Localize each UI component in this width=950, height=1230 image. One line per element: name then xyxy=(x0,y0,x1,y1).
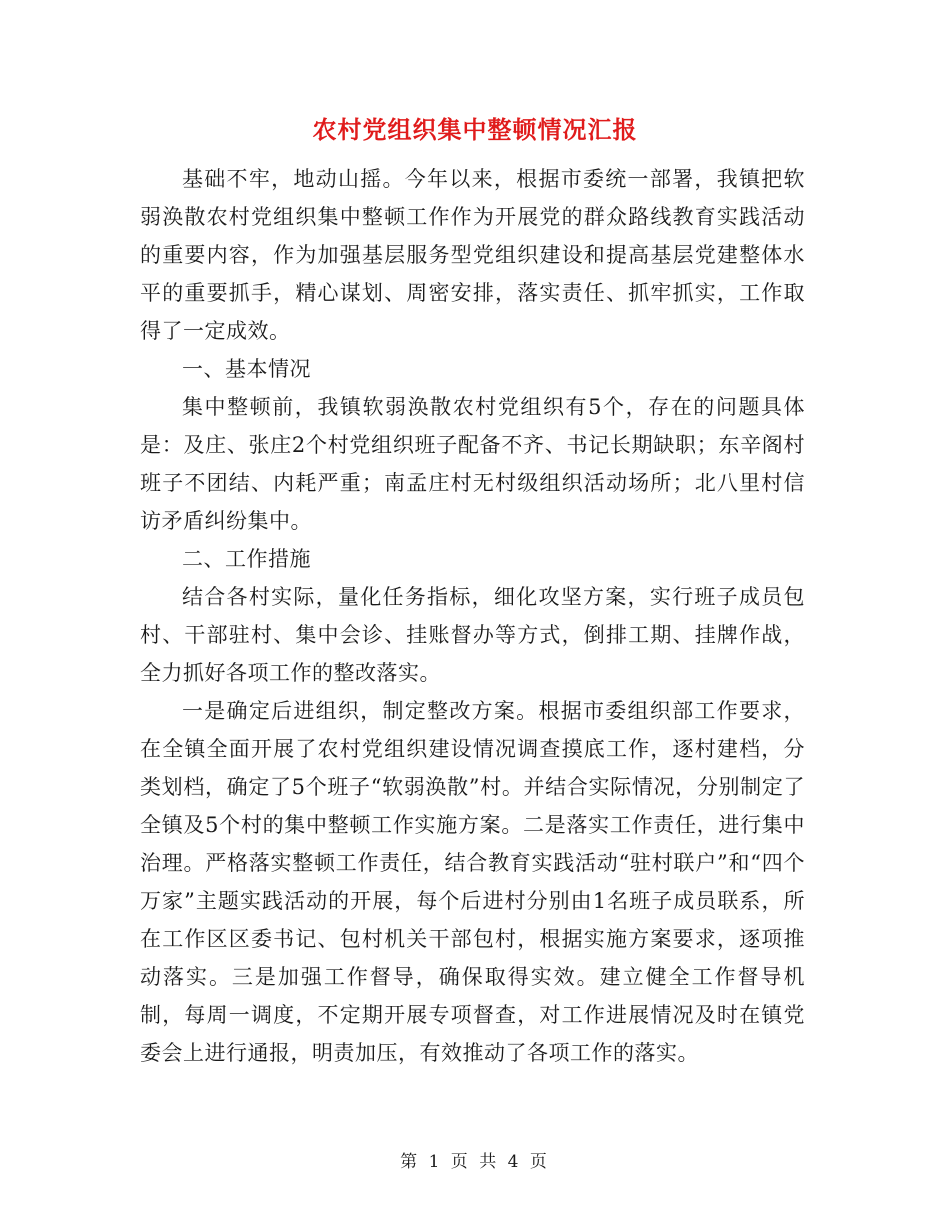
section-heading-measures: 二、工作措施 xyxy=(182,547,311,571)
paragraph-measures-detail: 一是确定后进组织，制定整改方案。根据市委组织部工作要求，在全镇全面开展了农村党组织建设情况调查摸底工作，逐村建档，分类划档，确定了5个班子“软弱涣散”村。并结合实际情况，分别制定了全镇及5个村的集中整顿工作实施方案。二是落实工作责任，进行集中治理。严格落实整顿工作责任，结合教育实践活动“驻村联户”和“四个万家”主题实践活动的开展，每个后进村分别由1名班子成员联系，所在工作区区委书记、包村机关干部包村，根据实施方案要求，逐项推动落实。三是加强工作督导，确保取得实效。建立健全工作督导机制，每周一调度，不定期开展专项督查，对工作进展情况及时在镇党委会上进行通报，明责加压，有效推动了各项工作的落实。 xyxy=(140,699,805,1065)
document-body xyxy=(140,160,805,1072)
paragraph-intro: 基础不牢，地动山摇。今年以来，根据市委统一部署，我镇把软弱涣散农村党组织集中整顿工作作为开展党的群众路线教育实践活动的重要内容，作为加强基层服务型党组织建设和提高基层党建整体水平的重要抓手，精心谋划、周密安排，落实责任、抓牢抓实，工作取得了一定成效。 xyxy=(140,167,805,343)
page-number-footer: 第 1 页 共 4 页 xyxy=(400,1152,550,1172)
document-title: 农村党组织集中整顿情况汇报 xyxy=(312,115,638,144)
paragraph-measures-summary: 结合各村实际，量化任务指标，细化攻坚方案，实行班子成员包村、干部驻村、集中会诊、挂账督办等方式，倒排工期、挂牌作战，全力抓好各项工作的整改落实。 xyxy=(140,585,805,685)
paragraph-basic-situation: 集中整顿前，我镇软弱涣散农村党组织有5个，存在的问题具体是：及庄、张庄2个村党组织班子配备不齐、书记长期缺职；东辛阁村班子不团结、内耗严重；南孟庄村无村级组织活动场所；北八里村信访矛盾纠纷集中。 xyxy=(140,395,805,533)
section-heading-basic-situation: 一、基本情况 xyxy=(182,357,311,381)
